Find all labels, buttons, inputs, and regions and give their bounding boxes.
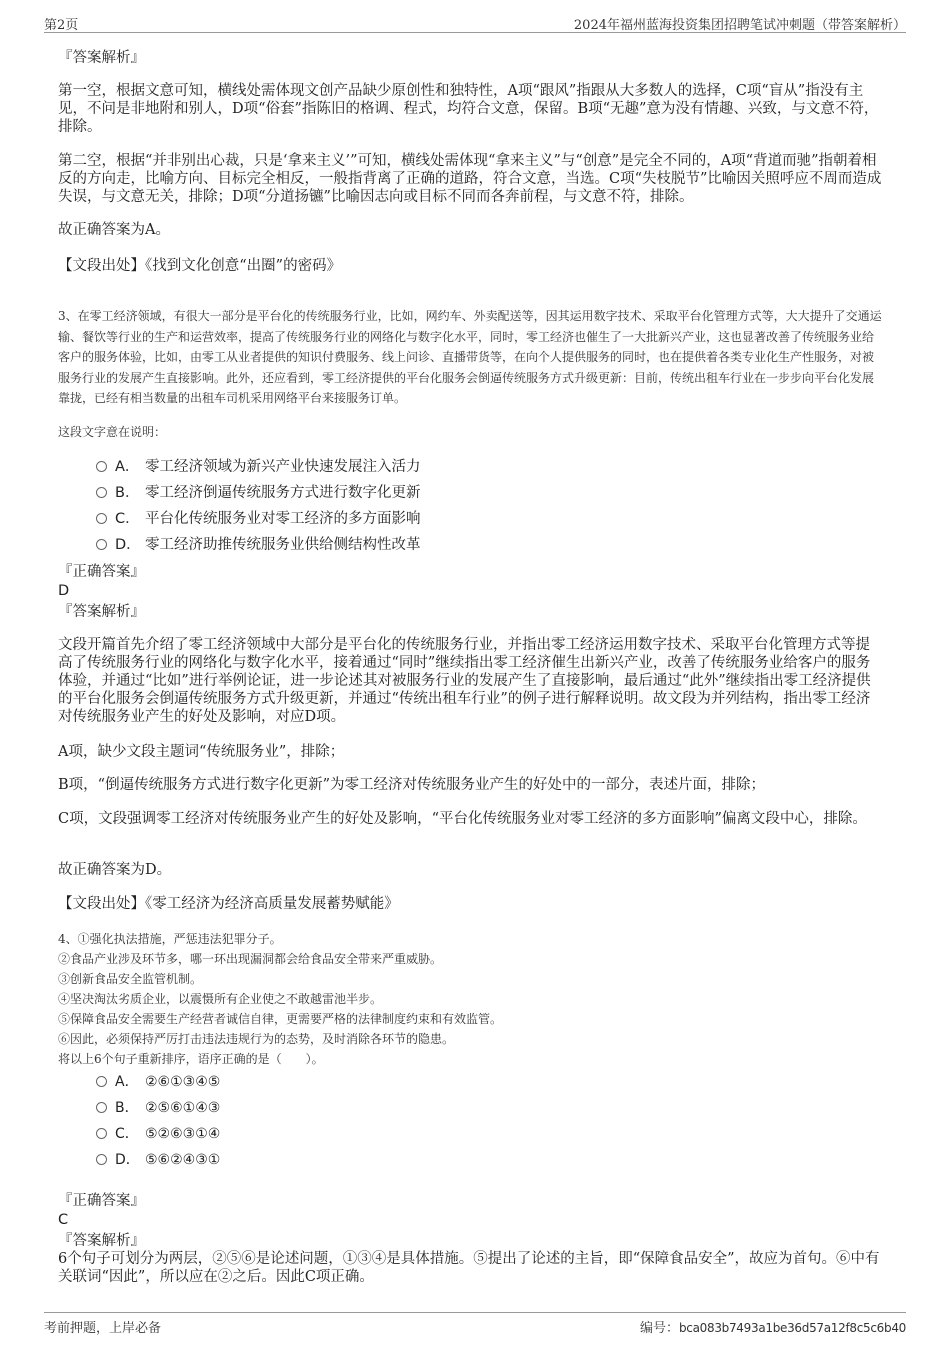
q4-line-3: ③创新食品安全监管机制。 <box>58 972 203 986</box>
q2-analysis-p1: 第一空，根据文意可知，横线处需体现文创产品缺少原创性和独特性，A项“跟风”指跟从大多数人的选择，C项“盲从”指没有主见，不问是非地附和别人，D项“俗套”指陈旧的格调、程式，均符合文意，保留。B项“无趣”意为没有情趣、兴致，与文意不符，排除。 <box>58 83 879 135</box>
q2-conclusion: 故正确答案为A。 <box>58 222 170 238</box>
q3-analysis-p3: B项，“倒逼传统服务方式进行数字化更新”为零工经济对传统服务业产生的好处中的一部分，表述片面，排除； <box>58 777 765 793</box>
q4-line-2: ②食品产业涉及环节多，哪一环出现漏洞都会给食品安全带来严重威胁。 <box>58 952 443 966</box>
radio-icon[interactable] <box>96 487 107 498</box>
q2-source: 【文段出处】《找到文化创意“出圈”的密码》 <box>58 258 342 274</box>
page-footer <box>44 1312 906 1335</box>
q4-answer: C <box>58 1212 69 1228</box>
q4-analysis-label: 『答案解析』 <box>58 1233 145 1249</box>
q4-prompt: 将以上6个句子重新排序，语序正确的是（ ）。 <box>58 1052 324 1066</box>
q4-answer-label: 『正确答案』 <box>58 1193 145 1209</box>
q2-analysis-p2: 第二空，根据“并非别出心裁，只是‘拿来主义’”可知，横线处需体现“拿来主义”与“创意”是完全不同的，A项“背道而驰”指朝着相反的方向走，比喻方向、目标完全相反，一般指背离了正确的道路，符合文意，当选。C项“失枝脱节”比喻因关照呼应不周而造成失误，与文意无关，排除；D项“分道扬镳”比喻因志向或目标不同而各奔前程，与文意不符，排除。 <box>58 153 882 205</box>
q3-answer: D <box>58 583 70 599</box>
q3-option-b[interactable]: B． 零工经济倒逼传统服务方式进行数字化更新 <box>96 484 421 502</box>
q4-line-5: ⑤保障食品安全需要生产经营者诚信自律，更需要严格的法律制度约束和有效监管。 <box>58 1012 503 1026</box>
q3-option-c[interactable]: C． 平台化传统服务业对零工经济的多方面影响 <box>96 510 421 528</box>
q3-stem: 3、在零工经济领域，有很大一部分是平台化的传统服务行业，比如，网约车、外卖配送等，因其运用数字技术、采取平台化管理方式等，大大提升了交通运输、餐饮等行业的生产和运营效率，提高了传统服务行业的网络化与数字化水平，同时，零工经济也催生了一大批新兴产业，这也显著改善了传统服务业给客户的服务体验，比如，由零工从业者提供的知识付费服务、线上问诊、直播带货等，在向个人提供服务的同时，也在提供着各类专业化生产性服务，对被服务行业的发展产生直接影响。此外，还应看到，零工经济提供的平台化服务会倒逼传统服务方式升级更新：目前，传统出租车行业在一步步向平台化发展靠拢，已经有相当数量的出租车司机采用网络平台来接服务订单。 <box>58 309 882 405</box>
q4-option-c[interactable]: C． ⑤②⑥③①④ <box>96 1125 220 1143</box>
q4-analysis: 6个句子可划分为两层，②⑤⑥是论述问题，①③④是具体措施。⑤提出了论述的主旨，即“保障食品安全”，故应为首句。⑥中有关联词“因此”，所以应在②之后。因此C项正确。 <box>58 1251 880 1285</box>
page-header <box>44 12 906 33</box>
q4-line-6: ⑥因此，必须保持严厉打击违法违规行为的态势，及时消除各环节的隐患。 <box>58 1032 455 1046</box>
q3-analysis-p4: C项，文段强调零工经济对传统服务业产生的好处及影响，“平台化传统服务业对零工经济的多方面影响”偏离文段中心，排除。 <box>58 811 867 827</box>
document-code: 编号：bca083b7493a1be36d57a12f8c5c6b40 <box>639 1321 906 1336</box>
q4-option-b[interactable]: B． ②⑤⑥①④③ <box>96 1099 220 1117</box>
q3-option-a[interactable]: A． 零工经济领域为新兴产业快速发展注入活力 <box>96 458 421 476</box>
page-number: 第2页 <box>44 18 79 33</box>
radio-icon[interactable] <box>96 461 107 472</box>
q3-prompt: 这段文字意在说明： <box>58 425 167 439</box>
q4-line-1: 4、①强化执法措施，严惩违法犯罪分子。 <box>58 932 282 946</box>
radio-icon[interactable] <box>96 1102 107 1113</box>
radio-icon[interactable] <box>96 1128 107 1139</box>
q3-analysis-p1: 文段开篇首先介绍了零工经济领域中大部分是平台化的传统服务行业，并指出零工经济运用数字技术、采取平台化管理方式等提高了传统服务行业的网络化与数字化水平，接着通过“同时”继续指出零工经济催生出新兴产业，改善了传统服务业给客户的服务体验，并通过“比如”进行举例论证，进一步论述其对被服务行业的发展产生了直接影响，最后通过“此外”继续指出零工经济提供的平台化服务会倒逼传统服务方式升级更新，并通过“传统出租车行业”的例子进行解释说明。故文段为并列结构，指出零工经济对传统服务业产生的好处及影响，对应D项。 <box>58 637 871 725</box>
radio-icon[interactable] <box>96 539 107 550</box>
q3-source: 【文段出处】《零工经济为经济高质量发展蓄势赋能》 <box>58 896 399 912</box>
q3-analysis-p2: A项，缺少文段主题词“传统服务业”，排除； <box>58 744 345 760</box>
footer-slogan: 考前押题，上岸必备 <box>44 1321 162 1336</box>
q3-option-d[interactable]: D． 零工经济助推传统服务业供给侧结构性改革 <box>96 536 421 554</box>
q4-option-a[interactable]: A． ②⑥①③④⑤ <box>96 1073 220 1091</box>
document-title: 2024年福州蓝海投资集团招聘笔试冲刺题（带答案解析） <box>573 18 906 33</box>
radio-icon[interactable] <box>96 513 107 524</box>
radio-icon[interactable] <box>96 1076 107 1087</box>
q2-analysis-label: 『答案解析』 <box>58 50 145 66</box>
q3-conclusion: 故正确答案为D。 <box>58 862 172 878</box>
q3-analysis-label: 『答案解析』 <box>58 604 145 620</box>
q3-answer-label: 『正确答案』 <box>58 564 145 580</box>
radio-icon[interactable] <box>96 1154 107 1165</box>
q4-option-d[interactable]: D． ⑤⑥②④③① <box>96 1151 220 1169</box>
q4-line-4: ④坚决淘汰劣质企业，以震慑所有企业使之不敢越雷池半步。 <box>58 992 383 1006</box>
